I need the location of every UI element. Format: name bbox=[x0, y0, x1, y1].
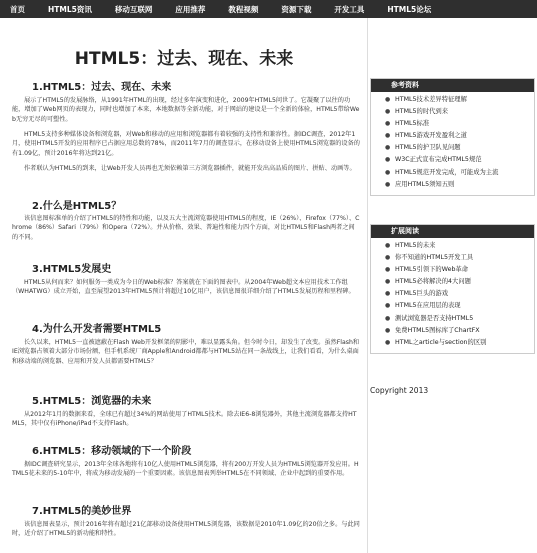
bullet-icon: ● bbox=[385, 168, 391, 176]
extended-link[interactable]: ● HTML5的未来 bbox=[385, 240, 534, 252]
reference-link[interactable]: ● W3C正式宣布完成HTML5规范 bbox=[385, 154, 534, 166]
section-heading: 5.HTML5：浏览器的未来 bbox=[32, 396, 152, 407]
bullet-icon: ● bbox=[385, 254, 391, 262]
bullet-icon: ● bbox=[385, 132, 391, 140]
reference-link[interactable]: ● HTML5技术差异特征理解 bbox=[385, 94, 534, 106]
bullet-icon: ● bbox=[385, 96, 391, 103]
reference-link[interactable]: ● HTML5的护卫队见问题 bbox=[385, 142, 534, 154]
top-navigation bbox=[0, 0, 537, 18]
reference-list bbox=[371, 92, 534, 195]
nav-item-html5-news[interactable]: HTML5资讯 bbox=[48, 4, 92, 14]
extended-reading-box bbox=[370, 224, 535, 354]
nav-item-mobile-internet[interactable]: 移动互联网 bbox=[114, 4, 153, 14]
reference-link[interactable]: ● HTML5的时代到来 bbox=[385, 106, 534, 118]
extended-link[interactable]: ● 你不知道的HTML5开发工具 bbox=[385, 252, 534, 264]
copyright-text: Copyright 2013 bbox=[370, 386, 429, 395]
section-heading: 4.为什么开发者需要HTML5 bbox=[32, 324, 162, 335]
reference-link[interactable]: ● HTML5规范开发完成，可能成为主流 bbox=[385, 167, 534, 179]
reference-link[interactable]: ● 应用HTML5须知五则 bbox=[385, 179, 534, 191]
paragraph: 长久以来，HTML5一直被遮蔽在Flash Web开发框架的阴影中，难以显露头角。但今时今日，却发生了改变。虽然Flash和IE浏览器占领着大部分市场份额，但手机系统厂商Apple和Android都都与HTML5站在同一条战线上，让我们看看，为什么桌面和移动端的浏览器、应用和开发人员都需要HTML5？ bbox=[12, 339, 360, 365]
reference-link[interactable]: ● HTML5游戏开发盈利之道 bbox=[385, 130, 534, 142]
bullet-icon: ● bbox=[385, 302, 391, 310]
bullet-icon: ● bbox=[385, 156, 391, 164]
reference-box-title: 参考资料 bbox=[371, 79, 534, 92]
bullet-icon: ● bbox=[385, 144, 391, 152]
extended-link[interactable]: ● HTML5在应用层的表现 bbox=[385, 300, 534, 312]
section-heading: 6.HTML5：移动领域的下一个阶段 bbox=[32, 446, 192, 457]
paragraph: 展示了HTML5的发展脉络，从1991年HTML的出现，经过多年演变和进化，2009年HTML5问世了。它凝聚了以往的功能，增加了Web网页的表现力，同时也增加了本来，本地数据等全新功能，对于网站的建设是一个全新的体验，HTML5带给Web无穷无尽的可塑性。 bbox=[12, 97, 360, 123]
nav-item-resource-download[interactable]: 资源下载 bbox=[281, 4, 312, 14]
extended-link[interactable]: ● HTML5必将解决的4大问题 bbox=[385, 276, 534, 288]
paragraph: 该信息图表显示，预计2016年将有超过21亿部移动设备使用HTML5浏览器，该数据是2010年1.09亿的20倍之多。与此同时，近介绍了HTML5的新功能和特性。 bbox=[12, 521, 360, 538]
section-heading: 2.什么是HTML5？ bbox=[32, 201, 122, 212]
extended-link[interactable]: ● HTML5巨头的游戏 bbox=[385, 288, 534, 300]
reference-box bbox=[370, 78, 535, 196]
nav-item-app-recommend[interactable]: 应用推荐 bbox=[175, 4, 206, 14]
article-main bbox=[0, 18, 368, 553]
bullet-icon: ● bbox=[385, 266, 391, 274]
bullet-icon: ● bbox=[385, 314, 391, 322]
extended-link[interactable]: ● HTML5引领下的Web革命 bbox=[385, 264, 534, 276]
page-title: HTML5：过去、现在、未来 bbox=[74, 49, 294, 69]
bullet-icon: ● bbox=[385, 180, 391, 188]
bullet-icon: ● bbox=[385, 278, 391, 286]
nav-item-dev-tools[interactable]: 开发工具 bbox=[334, 4, 365, 14]
paragraph: 该信息图标准单的介绍了HTML5的特性和功能，以及五大主流浏览器使用HTML5的程度，IE（26%）、Firefox（77%）、Chrome（86%）Safari（79%）和Opera（72%）。并从价格、效果、普遍性和能力四个方面，对比HTML5和Flash两者之间的不同。 bbox=[12, 215, 360, 241]
extended-link[interactable]: ● HTML之article与section的区别 bbox=[385, 337, 534, 349]
bullet-icon: ● bbox=[385, 290, 391, 298]
paragraph: 据IDC调查研究显示，2013年全球各地将有10亿人使用HTML5浏览器，将有200万开发人员为HTML5浏览器开发应用。HTML5花未来的5-10年中，将成为移动发展的一个重要因素。该信息图表列举HTML5在不同领域、企业中起到的重要作用。 bbox=[12, 461, 359, 478]
bullet-icon: ● bbox=[385, 338, 391, 346]
bullet-icon: ● bbox=[385, 326, 391, 334]
extended-link[interactable]: ● 免费HTML5图标库了ChartFX bbox=[385, 325, 534, 337]
paragraph: HTML5支持多种媒体设备和浏览器，对Web和移动的应用和浏览器都有着较强的支持性和兼容性。据IDC调查，2012年1月，使用HTML5开发的应用程序已占据应用总数的78%，而2011年7月的调查显示，在移动设备上使用HTML5浏览器的设备的有1.09亿，预计2016年将达到21亿。 bbox=[12, 131, 360, 157]
nav-item-html5-forum[interactable]: HTML5论坛 bbox=[387, 4, 432, 14]
section-heading: 3.HTML5发展史 bbox=[32, 264, 112, 275]
extended-reading-title: 扩展阅读 bbox=[371, 225, 534, 238]
extended-reading-list bbox=[371, 238, 534, 353]
bullet-icon: ● bbox=[385, 242, 391, 249]
section-heading: 1.HTML5：过去、现在、未来 bbox=[32, 82, 172, 93]
reference-link[interactable]: ● HTML5标准 bbox=[385, 118, 534, 130]
nav-item-home[interactable]: 首页 bbox=[10, 4, 25, 14]
paragraph: HTML5从何而来？如何服务一类成为今日的Web标准？答案就在下面的图表中。从2004年Web超文本应用技术工作组（WHATWG）成立开始，直至展望2013年HTML5预计将超过10亿用户，该信息图很详细介绍了HTML5发展历程和里程碑。 bbox=[12, 279, 355, 296]
bullet-icon: ● bbox=[385, 108, 391, 116]
section-heading: 7.HTML5的美妙世界 bbox=[32, 506, 132, 517]
paragraph: 作者联认为HTML5的到来，让Web开发人员再也无须依赖第三方浏览器插件，就能开发出高品质的图片、拼贴、动画等。 bbox=[24, 165, 356, 172]
extended-link[interactable]: ● 测试浏览器是否支持HTML5 bbox=[385, 313, 534, 325]
nav-item-tutorial-video[interactable]: 教程视频 bbox=[228, 4, 259, 14]
bullet-icon: ● bbox=[385, 120, 391, 128]
paragraph: 从2012年1月的数据来看，全球已有超过34%的网站使用了HTML5技术。除去IE6-8浏览器外，其他主流浏览器都支持HTML5，其中仅有iPhone/iPad不支持Flash。 bbox=[12, 411, 357, 428]
